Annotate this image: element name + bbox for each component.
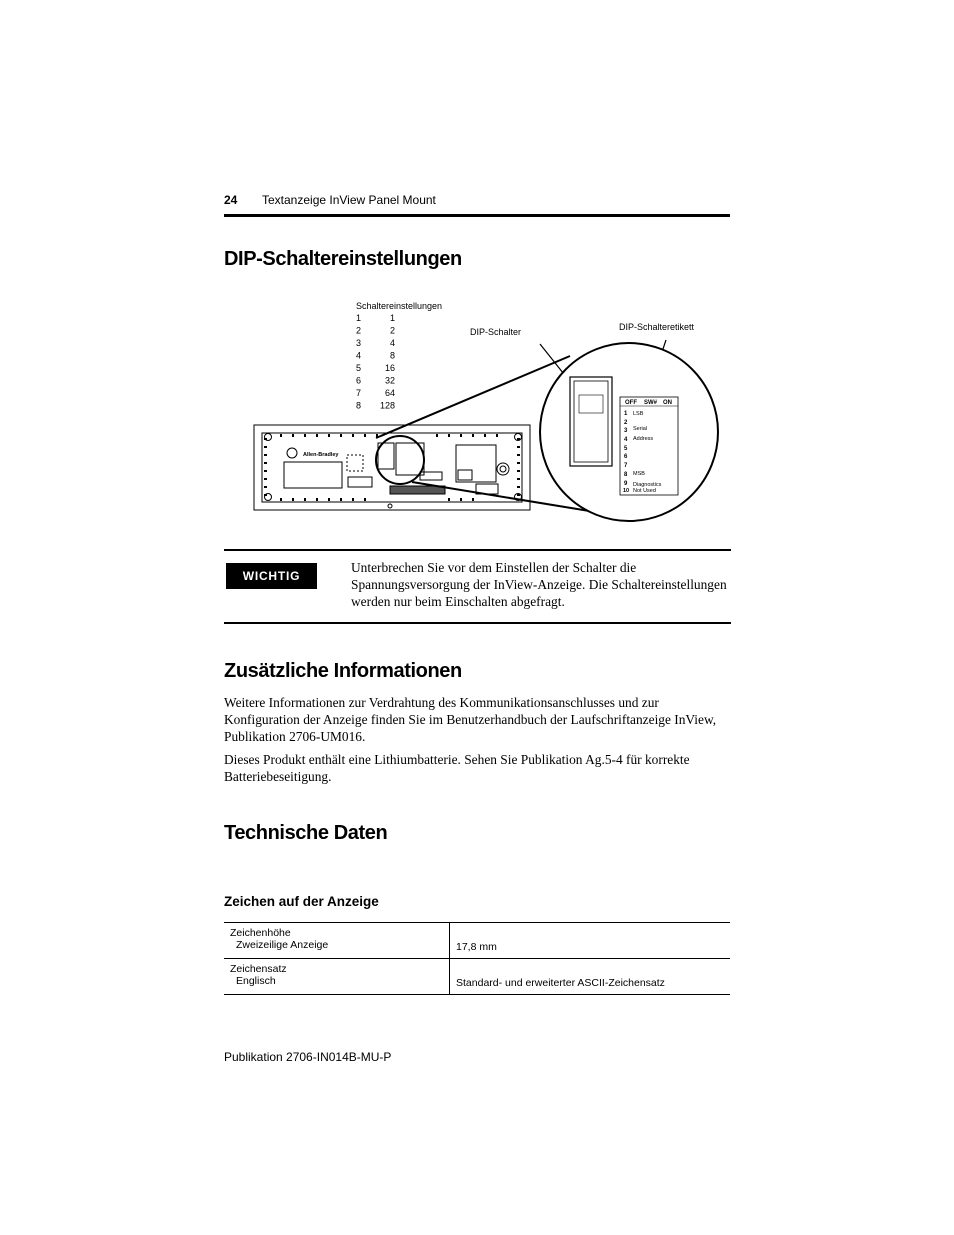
setting-value: 16 [384, 363, 395, 373]
switch-row-text: Not Used [633, 488, 656, 494]
setting-switch: 4 [356, 350, 362, 361]
switch-row-number: 3 [624, 428, 628, 434]
switch-row-number: 6 [624, 454, 628, 460]
setting-switch: 6 [356, 375, 362, 386]
setting-switch: 2 [356, 325, 362, 336]
spec-label-cell [224, 959, 450, 995]
section-heading-technical-data: Technische Daten [224, 822, 388, 844]
switch-row-number: 7 [624, 463, 628, 469]
dip-switch-label-enlarged [620, 397, 678, 495]
setting-switch: 5 [356, 363, 362, 373]
subheading-display-characters: Zeichen auf der Anzeige [224, 894, 379, 909]
setting-switch: 7 [356, 388, 362, 398]
switch-row-text: Serial [633, 426, 648, 432]
settings-title: Schaltereinstellungen [356, 301, 443, 311]
spec-label: Zeichenhöhe [230, 927, 291, 939]
setting-switch: 1 [356, 313, 362, 323]
setting-switch: 3 [356, 338, 362, 348]
switch-row-number: 2 [624, 420, 628, 426]
setting-switch: 8 [356, 400, 362, 411]
switch-row-number: 5 [624, 446, 628, 452]
section-heading-additional-info: Zusätzliche Informationen [224, 660, 462, 682]
device-brand-label: Allen-Bradley [303, 452, 339, 458]
label-dip-switch: DIP-Schalter [470, 327, 522, 337]
important-badge: WICHTIG [226, 563, 317, 589]
table-row [224, 923, 730, 959]
label-on: ON [663, 400, 672, 406]
setting-value: 128 [379, 400, 395, 411]
spec-table [224, 922, 730, 995]
spec-value: 17,8 mm [450, 923, 731, 959]
important-text: Unterbrechen Sie vor dem Einstellen der Schalter die Spannungsversorgung der InView-Anzeige. Die Schaltereinstellungen werden nur beim Einschalten abgefragt. [351, 560, 727, 609]
setting-value: 4 [389, 338, 395, 348]
section-heading-dip-settings: DIP-Schaltereinstellungen [224, 248, 462, 270]
switch-row-text: Address [633, 436, 654, 442]
switch-row-number: 4 [624, 437, 628, 443]
switch-row-text: Diagnostics [633, 482, 662, 488]
setting-value: 2 [389, 325, 395, 336]
switch-row-number: 8 [624, 472, 628, 478]
spec-label-cell [224, 923, 450, 959]
running-header-title: Textanzeige InView Panel Mount [262, 193, 436, 207]
important-rule-top [224, 549, 731, 551]
footer-publication: Publikation 2706-IN014B-MU-P [224, 1050, 392, 1064]
settings-table [356, 313, 395, 411]
label-dip-switch-label: DIP-Schalteretikett [619, 322, 695, 332]
switch-row-number: 1 [624, 411, 628, 417]
important-rule-bottom [224, 622, 731, 624]
spec-label: Zeichensatz [230, 963, 287, 975]
setting-value: 32 [384, 375, 395, 386]
label-sw: SW# [644, 400, 658, 406]
magnifier-detail [540, 343, 718, 521]
switch-row-number: 10 [623, 488, 630, 494]
switch-row-text: LSB [633, 411, 644, 417]
paragraph-battery-info: Dieses Produkt enthält eine Lithiumbatterie. Sehen Sie Publikation Ag.5-4 für korrekte Batteriebeseitigung. [224, 752, 690, 784]
switch-row-text: MSB [633, 471, 645, 477]
setting-value: 8 [389, 350, 395, 361]
label-off: OFF [625, 400, 637, 406]
setting-value: 1 [389, 313, 395, 323]
spec-value: Standard- und erweiterter ASCII-Zeichensatz [450, 959, 731, 995]
table-row [224, 959, 730, 995]
spec-sublabel: Zweizeilige Anzeige [236, 939, 329, 951]
switch-row-number: 9 [624, 481, 628, 487]
spec-sublabel: Englisch [236, 975, 276, 987]
setting-value: 64 [384, 388, 395, 398]
paragraph-wiring-info: Weitere Informationen zur Verdrahtung des Kommunikationsanschlusses und zur Konfiguration der Anzeige finden Sie im Benutzerhandbuch der Laufschriftanzeige InView, Publikation 2706-UM016. [224, 695, 717, 744]
page-number: 24 [224, 193, 238, 207]
